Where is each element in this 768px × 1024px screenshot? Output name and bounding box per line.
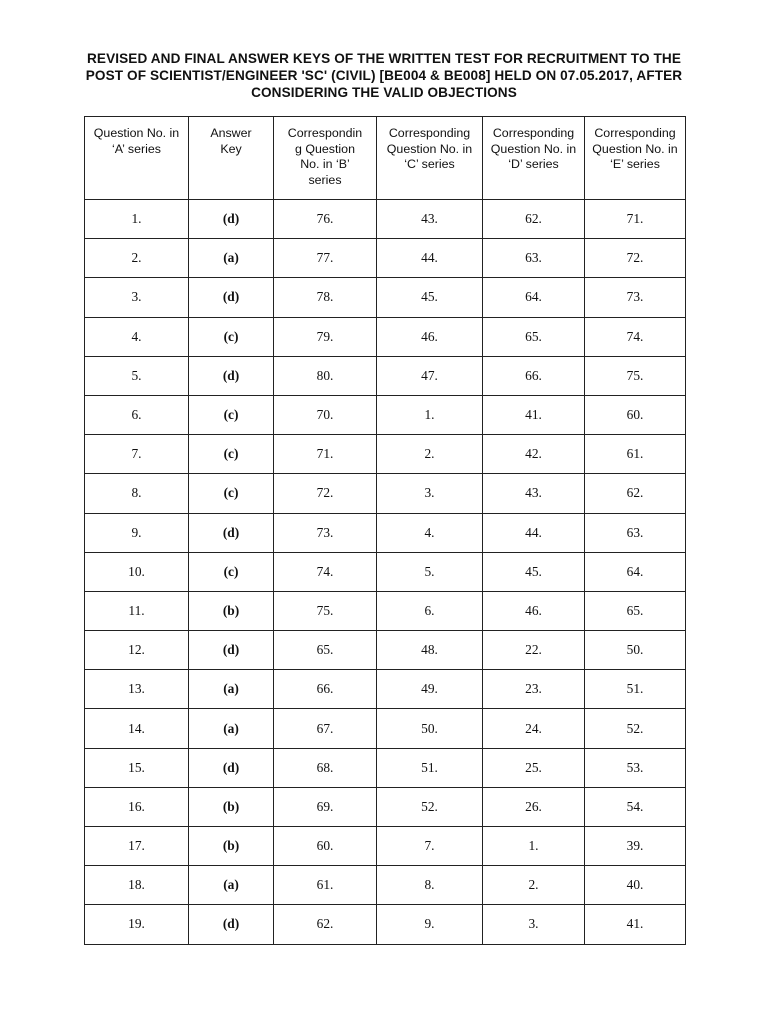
table-row (85, 787, 686, 826)
answer-key-cell: (a) (189, 239, 274, 278)
question-a-cell: 10. (85, 552, 189, 591)
question-e-cell: 51. (585, 670, 686, 709)
header-line: Corresponding (594, 126, 676, 140)
answer-key-cell: (d) (189, 748, 274, 787)
question-a-cell: 8. (85, 474, 189, 513)
question-d-cell: 26. (483, 787, 585, 826)
table-row (85, 866, 686, 905)
question-d-cell: 42. (483, 435, 585, 474)
question-b-cell: 79. (274, 317, 377, 356)
answer-key-cell: (c) (189, 395, 274, 434)
question-a-cell: 12. (85, 631, 189, 670)
table-row (85, 317, 686, 356)
question-a-cell: 17. (85, 827, 189, 866)
header-line: ‘D’ series (508, 157, 559, 172)
table-row (85, 474, 686, 513)
question-e-cell: 63. (585, 513, 686, 552)
title-line-3: CONSIDERING THE VALID OBJECTIONS (251, 85, 517, 100)
answer-key-cell: (c) (189, 317, 274, 356)
question-a-cell: 9. (85, 513, 189, 552)
question-b-cell: 72. (274, 474, 377, 513)
question-c-cell: 4. (377, 513, 483, 552)
header-line: Corresponding (492, 126, 575, 140)
answer-key-cell: (c) (189, 552, 274, 591)
table-row (85, 552, 686, 591)
question-c-cell: 50. (377, 709, 483, 748)
question-e-cell: 60. (585, 395, 686, 434)
question-e-cell: 62. (585, 474, 686, 513)
question-a-cell: 15. (85, 748, 189, 787)
header-line: Question No. in (386, 141, 473, 156)
header-line: ‘E’ series (610, 157, 660, 172)
question-a-cell: 1. (85, 200, 189, 239)
question-b-cell: 67. (274, 709, 377, 748)
answer-key-cell: (b) (189, 787, 274, 826)
header-row (85, 117, 686, 200)
table-row (85, 239, 686, 278)
table-row (85, 395, 686, 434)
question-c-cell: 1. (377, 395, 483, 434)
question-d-cell: 66. (483, 356, 585, 395)
answer-key-table (84, 116, 686, 945)
answer-key-cell: (d) (189, 200, 274, 239)
table-row (85, 670, 686, 709)
answer-key-cell: (a) (189, 709, 274, 748)
document-title (40, 50, 728, 101)
answer-key-cell: (b) (189, 591, 274, 630)
header-line: Question No. in (592, 141, 678, 156)
question-d-cell: 2. (483, 866, 585, 905)
question-e-cell: 40. (585, 866, 686, 905)
question-e-cell: 39. (585, 827, 686, 866)
header-line: g Question (295, 141, 355, 156)
question-a-cell: 5. (85, 356, 189, 395)
question-b-cell: 75. (274, 591, 377, 630)
question-d-cell: 23. (483, 670, 585, 709)
table-row (85, 200, 686, 239)
question-e-cell: 52. (585, 709, 686, 748)
question-b-cell: 60. (274, 827, 377, 866)
question-d-cell: 44. (483, 513, 585, 552)
title-line-1: REVISED AND FINAL ANSWER KEYS OF THE WRITTEN TEST FOR RECRUITMENT TO THE (86, 51, 681, 66)
question-b-cell: 61. (274, 866, 377, 905)
question-e-cell: 50. (585, 631, 686, 670)
question-d-cell: 63. (483, 239, 585, 278)
question-e-cell: 75. (585, 356, 686, 395)
question-b-cell: 77. (274, 239, 377, 278)
table-row (85, 591, 686, 630)
question-d-cell: 24. (483, 709, 585, 748)
header-answer-key (189, 117, 274, 200)
header-line: Question No. in (93, 126, 180, 140)
question-a-cell: 13. (85, 670, 189, 709)
answer-key-cell: (a) (189, 670, 274, 709)
table-row (85, 905, 686, 944)
question-e-cell: 54. (585, 787, 686, 826)
question-c-cell: 9. (377, 905, 483, 944)
answer-key-cell: (d) (189, 905, 274, 944)
question-d-cell: 64. (483, 278, 585, 317)
question-b-cell: 65. (274, 631, 377, 670)
question-e-cell: 61. (585, 435, 686, 474)
question-a-cell: 6. (85, 395, 189, 434)
question-b-cell: 66. (274, 670, 377, 709)
question-d-cell: 1. (483, 827, 585, 866)
question-a-cell: 11. (85, 591, 189, 630)
question-b-cell: 69. (274, 787, 377, 826)
question-a-cell: 7. (85, 435, 189, 474)
answer-key-cell: (d) (189, 513, 274, 552)
answer-key-cell: (d) (189, 278, 274, 317)
question-c-cell: 52. (377, 787, 483, 826)
question-a-cell: 4. (85, 317, 189, 356)
table-row (85, 631, 686, 670)
question-b-cell: 73. (274, 513, 377, 552)
header-line: No. in ‘B’ (300, 157, 350, 172)
question-c-cell: 46. (377, 317, 483, 356)
question-c-cell: 7. (377, 827, 483, 866)
question-a-cell: 3. (85, 278, 189, 317)
answer-key-cell: (a) (189, 866, 274, 905)
header-line: Question No. in (490, 141, 577, 156)
question-c-cell: 3. (377, 474, 483, 513)
question-a-cell: 16. (85, 787, 189, 826)
question-c-cell: 45. (377, 278, 483, 317)
question-c-cell: 5. (377, 552, 483, 591)
header-line: Correspondin (287, 126, 363, 140)
question-b-cell: 71. (274, 435, 377, 474)
answer-key-cell: (d) (189, 356, 274, 395)
table-row (85, 435, 686, 474)
answer-key-cell: (d) (189, 631, 274, 670)
question-b-cell: 70. (274, 395, 377, 434)
title-line-2: POST OF SCIENTIST/ENGINEER 'SC' (CIVIL) [BE004 & BE008] HELD ON 07.05.2017, AFTER (85, 68, 683, 83)
header-line: Corresponding (388, 126, 471, 140)
header-line: ‘C’ series (404, 157, 455, 172)
question-d-cell: 3. (483, 905, 585, 944)
question-a-cell: 19. (85, 905, 189, 944)
question-b-cell: 62. (274, 905, 377, 944)
question-a-cell: 18. (85, 866, 189, 905)
question-d-cell: 43. (483, 474, 585, 513)
header-line: ‘A’ series (112, 141, 161, 156)
answer-key-cell: (c) (189, 474, 274, 513)
header-line: Answer (210, 126, 252, 140)
question-e-cell: 64. (585, 552, 686, 591)
question-c-cell: 51. (377, 748, 483, 787)
question-e-cell: 71. (585, 200, 686, 239)
question-e-cell: 72. (585, 239, 686, 278)
question-b-cell: 80. (274, 356, 377, 395)
question-d-cell: 45. (483, 552, 585, 591)
header-question-e (585, 117, 686, 200)
question-c-cell: 43. (377, 200, 483, 239)
question-c-cell: 44. (377, 239, 483, 278)
question-c-cell: 47. (377, 356, 483, 395)
answer-key-cell: (b) (189, 827, 274, 866)
question-d-cell: 65. (483, 317, 585, 356)
answer-key-cell: (c) (189, 435, 274, 474)
question-c-cell: 8. (377, 866, 483, 905)
table-row (85, 356, 686, 395)
question-e-cell: 41. (585, 905, 686, 944)
question-b-cell: 68. (274, 748, 377, 787)
question-b-cell: 78. (274, 278, 377, 317)
question-e-cell: 74. (585, 317, 686, 356)
question-e-cell: 73. (585, 278, 686, 317)
header-line: Key (220, 141, 242, 156)
header-question-a (85, 117, 189, 200)
table-row (85, 748, 686, 787)
header-question-b (274, 117, 377, 200)
table-row (85, 827, 686, 866)
question-b-cell: 74. (274, 552, 377, 591)
question-d-cell: 25. (483, 748, 585, 787)
question-d-cell: 22. (483, 631, 585, 670)
table-row (85, 513, 686, 552)
question-c-cell: 2. (377, 435, 483, 474)
table-row (85, 709, 686, 748)
question-e-cell: 53. (585, 748, 686, 787)
question-a-cell: 14. (85, 709, 189, 748)
header-question-d (483, 117, 585, 200)
question-c-cell: 6. (377, 591, 483, 630)
question-a-cell: 2. (85, 239, 189, 278)
question-b-cell: 76. (274, 200, 377, 239)
header-line: series (308, 172, 342, 187)
question-d-cell: 62. (483, 200, 585, 239)
question-c-cell: 49. (377, 670, 483, 709)
question-e-cell: 65. (585, 591, 686, 630)
table-body (85, 200, 686, 945)
table-row (85, 278, 686, 317)
question-d-cell: 46. (483, 591, 585, 630)
question-d-cell: 41. (483, 395, 585, 434)
question-c-cell: 48. (377, 631, 483, 670)
header-question-c (377, 117, 483, 200)
